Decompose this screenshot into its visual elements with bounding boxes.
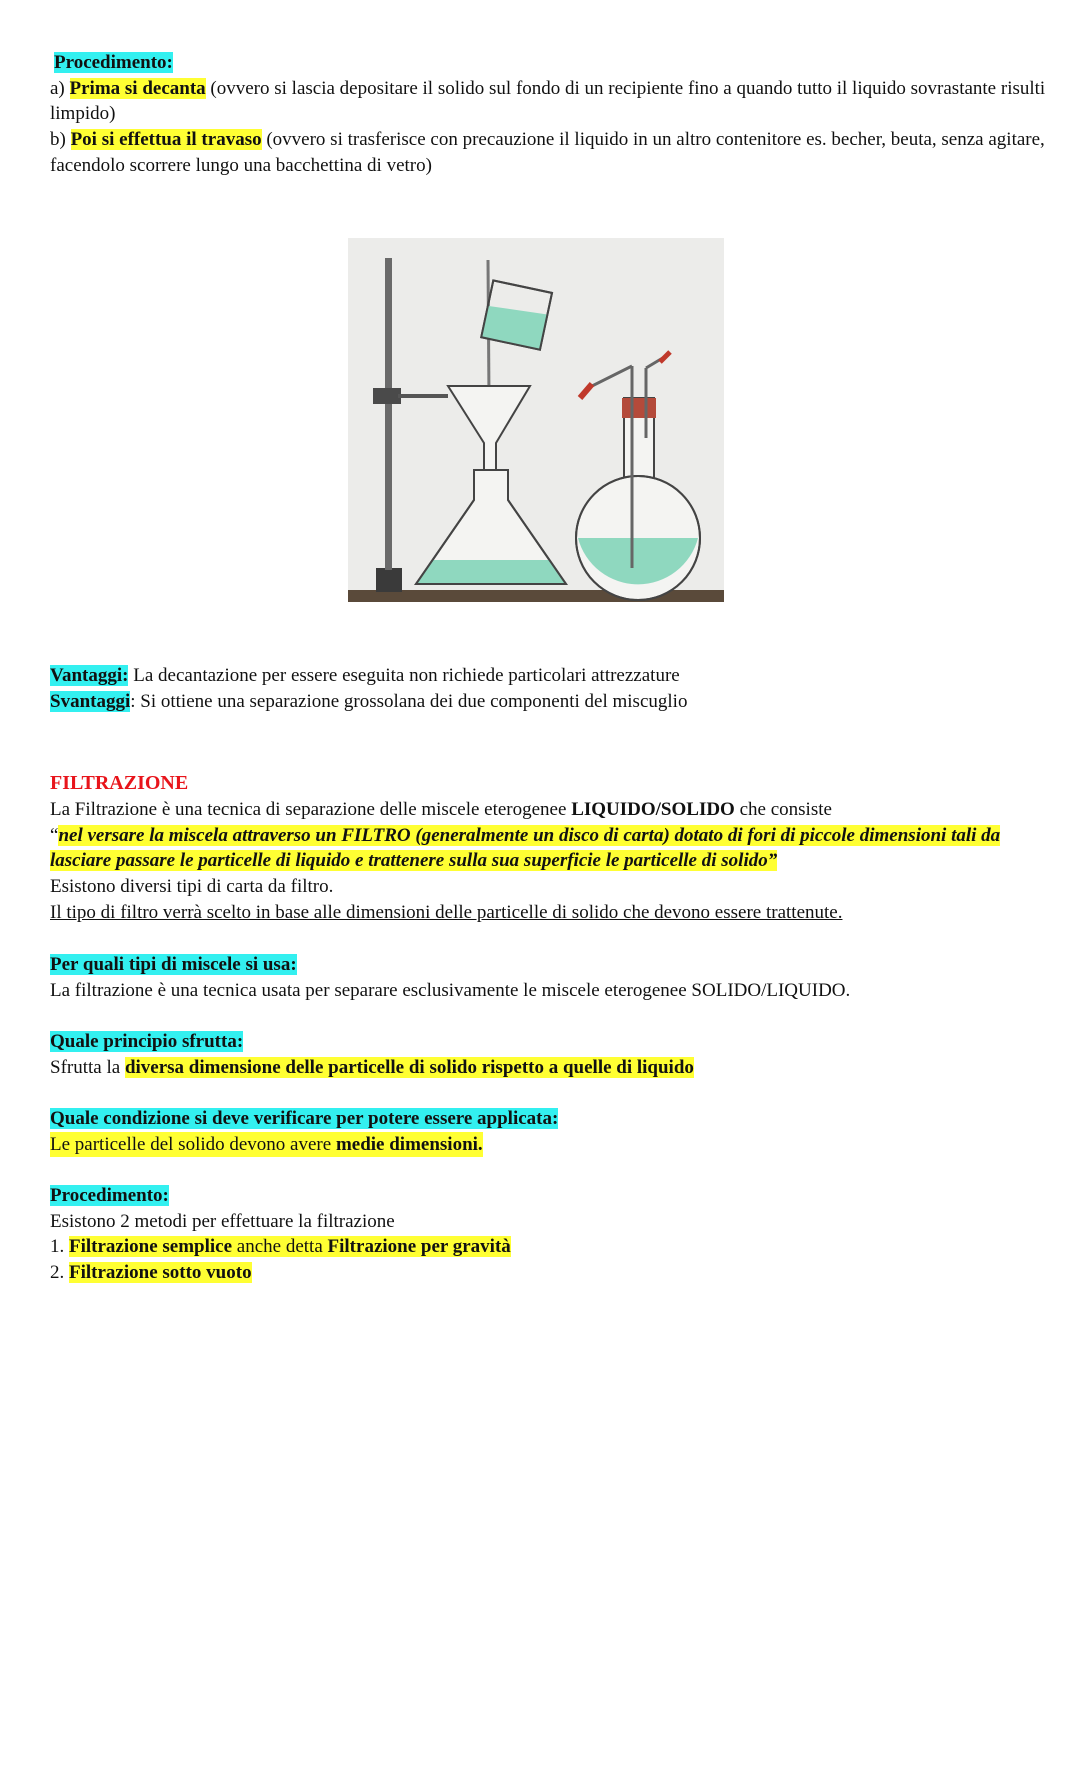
section-heading: Procedimento: bbox=[54, 52, 173, 73]
section-title: FILTRAZIONE bbox=[50, 772, 189, 794]
step-b: b) Poi si effettua il travaso (ovvero si trasferisce con precauzione il liquido in un altro contenitore es. becher, beuta, senza agitare, facendolo scorrere lungo una bacchettina di vetro) bbox=[50, 128, 1045, 176]
decantation-illustration bbox=[348, 238, 724, 602]
method-1: 1. Filtrazione semplice anche detta Filtrazione per gravità bbox=[50, 1236, 511, 1258]
question-condizione: Quale condizione si deve verificare per potere essere applicata: Le particelle del solido devono avere medie dimensioni. bbox=[50, 1106, 1050, 1157]
vantaggi: Vantaggi: La decantazione per essere eseguita non richiede particolari attrezzature bbox=[50, 665, 680, 686]
flask-liquid bbox=[416, 560, 566, 584]
question-miscele: Per quali tipi di miscele si usa: La filtrazione è una tecnica usata per separare esclusivamente le miscele eterogenee SOLIDO/LIQUIDO. bbox=[50, 954, 851, 1001]
rubber-tube bbox=[580, 384, 592, 398]
pros-cons bbox=[50, 663, 1050, 714]
stand-rod bbox=[385, 258, 392, 570]
filtrazione-intro: La Filtrazione è una tecnica di separazione delle miscele eterogenee LIQUIDO/SOLIDO che consiste bbox=[50, 799, 832, 820]
procedimento-decantazione bbox=[50, 50, 1050, 178]
filtrazione-definition: “nel versare la miscela attraverso un FILTRO (generalmente un disco di carta) dotato di fori di piccole dimensioni tali da lasciare passare le particelle di liquido e trattenere sulla sua superficie le particelle di solido” bbox=[50, 824, 1001, 872]
apparatus-drawing bbox=[348, 238, 724, 602]
filtrazione-section bbox=[50, 770, 1050, 925]
question-principio: Quale principio sfrutta: Sfrutta la diversa dimensione delle particelle di solido rispetto a quelle di liquido bbox=[50, 1031, 694, 1078]
step-a: a) Prima si decanta (ovvero si lascia depositare il solido sul fondo di un recipiente fino a quando tutto il liquido sovrastante risulti limpido) bbox=[50, 77, 1046, 125]
method-2: 2. Filtrazione sotto vuoto bbox=[50, 1261, 252, 1283]
filter-types: Esistono diversi tipi di carta da filtro. bbox=[50, 875, 334, 897]
clamp bbox=[373, 388, 401, 404]
filter-choice: Il tipo di filtro verrà scelto in base alle dimensioni delle particelle di solido che devono essere trattenute. bbox=[50, 901, 843, 923]
stand-foot bbox=[376, 568, 402, 592]
procedimento-filtrazione: Procedimento: Esistono 2 metodi per effettuare la filtrazione 1. Filtrazione semplice anche detta Filtrazione per gravità 2. Filtrazione sotto vuoto bbox=[50, 1183, 1050, 1286]
pouring-beaker bbox=[481, 280, 552, 349]
svantaggi: Svantaggi: Si ottiene una separazione grossolana dei due componenti del miscuglio bbox=[50, 690, 688, 712]
stopper bbox=[622, 398, 656, 418]
